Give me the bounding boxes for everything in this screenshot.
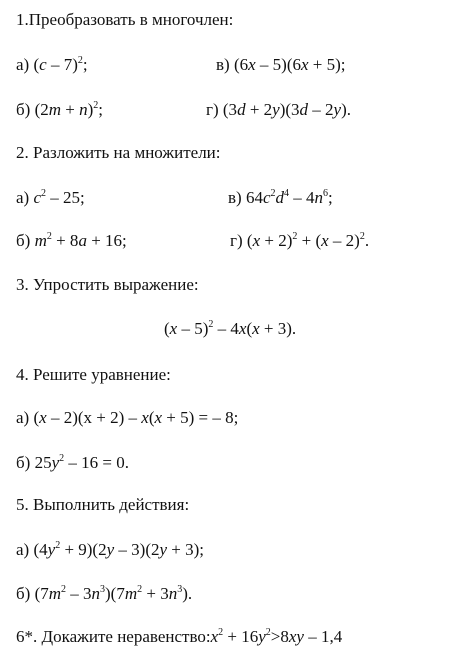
section-2-heading: 2. Разложить на множители: xyxy=(16,143,221,162)
task-5a: а) $(4y^2 + 9)(2y - 3)(2y + 3)$; xyxy=(16,540,205,559)
task-5b: б) $(7m^2 - 3n^3)(7m^2 + 3n^3)$. xyxy=(16,584,193,603)
section-1-heading: 1.Преобразовать в многочлен: xyxy=(16,10,234,29)
task-label: б) xyxy=(16,584,31,603)
task-1a: а) (c – 7)$^2$; xyxy=(16,55,88,74)
task-1g: г) (3d + 2y)(3d – 2y). xyxy=(206,100,351,119)
task-4b: б) $25y^2 - 16 = 0$. xyxy=(16,453,129,472)
task-label: а) xyxy=(16,540,30,559)
section-3-heading: 3. Упростить выражение: xyxy=(16,275,199,294)
task-label: б) xyxy=(16,100,31,119)
section-6-heading: 6*. Докажите неравенство: xyxy=(16,627,211,646)
task-label: г) xyxy=(230,231,243,250)
task-label: б) xyxy=(16,231,31,250)
task-2g: г) $(x + 2)^2 + (x - 2)^2$. xyxy=(230,231,370,250)
task-2a: а) $c^2 - 25$; xyxy=(16,188,85,207)
section-5-heading: 5. Выполнить действия: xyxy=(16,495,190,514)
task-1b: б) $(2m + n)^2$; xyxy=(16,100,104,119)
task-label: г) xyxy=(206,100,219,119)
task-label: в) xyxy=(228,188,242,207)
task-label: а) xyxy=(16,55,30,74)
task-label: б) xyxy=(16,453,31,472)
section-4-heading: 4. Решите уравнение: xyxy=(16,365,171,384)
section-6-line: 6*. Докажите $неравенство:x^2 + 16y^2>8xy - 1,4$ xyxy=(16,627,343,646)
task-label: а) xyxy=(16,408,30,427)
task-4a: а) (x – 2)(x + 2) – x(x + 5) = – 8; xyxy=(16,408,239,427)
task-1v: в) (6x – 5)(6x + 5); xyxy=(216,55,346,74)
task-2b: б) $m^2 + 8a + 16$; xyxy=(16,231,127,250)
task-label: а) xyxy=(16,188,30,207)
task-label: в) xyxy=(216,55,230,74)
task-3-expression: (x – 5)$^2$ – 4x(x + 3). xyxy=(164,319,297,338)
task-2v: в) $64c^2d^4 - 4n^6$; xyxy=(228,188,333,207)
